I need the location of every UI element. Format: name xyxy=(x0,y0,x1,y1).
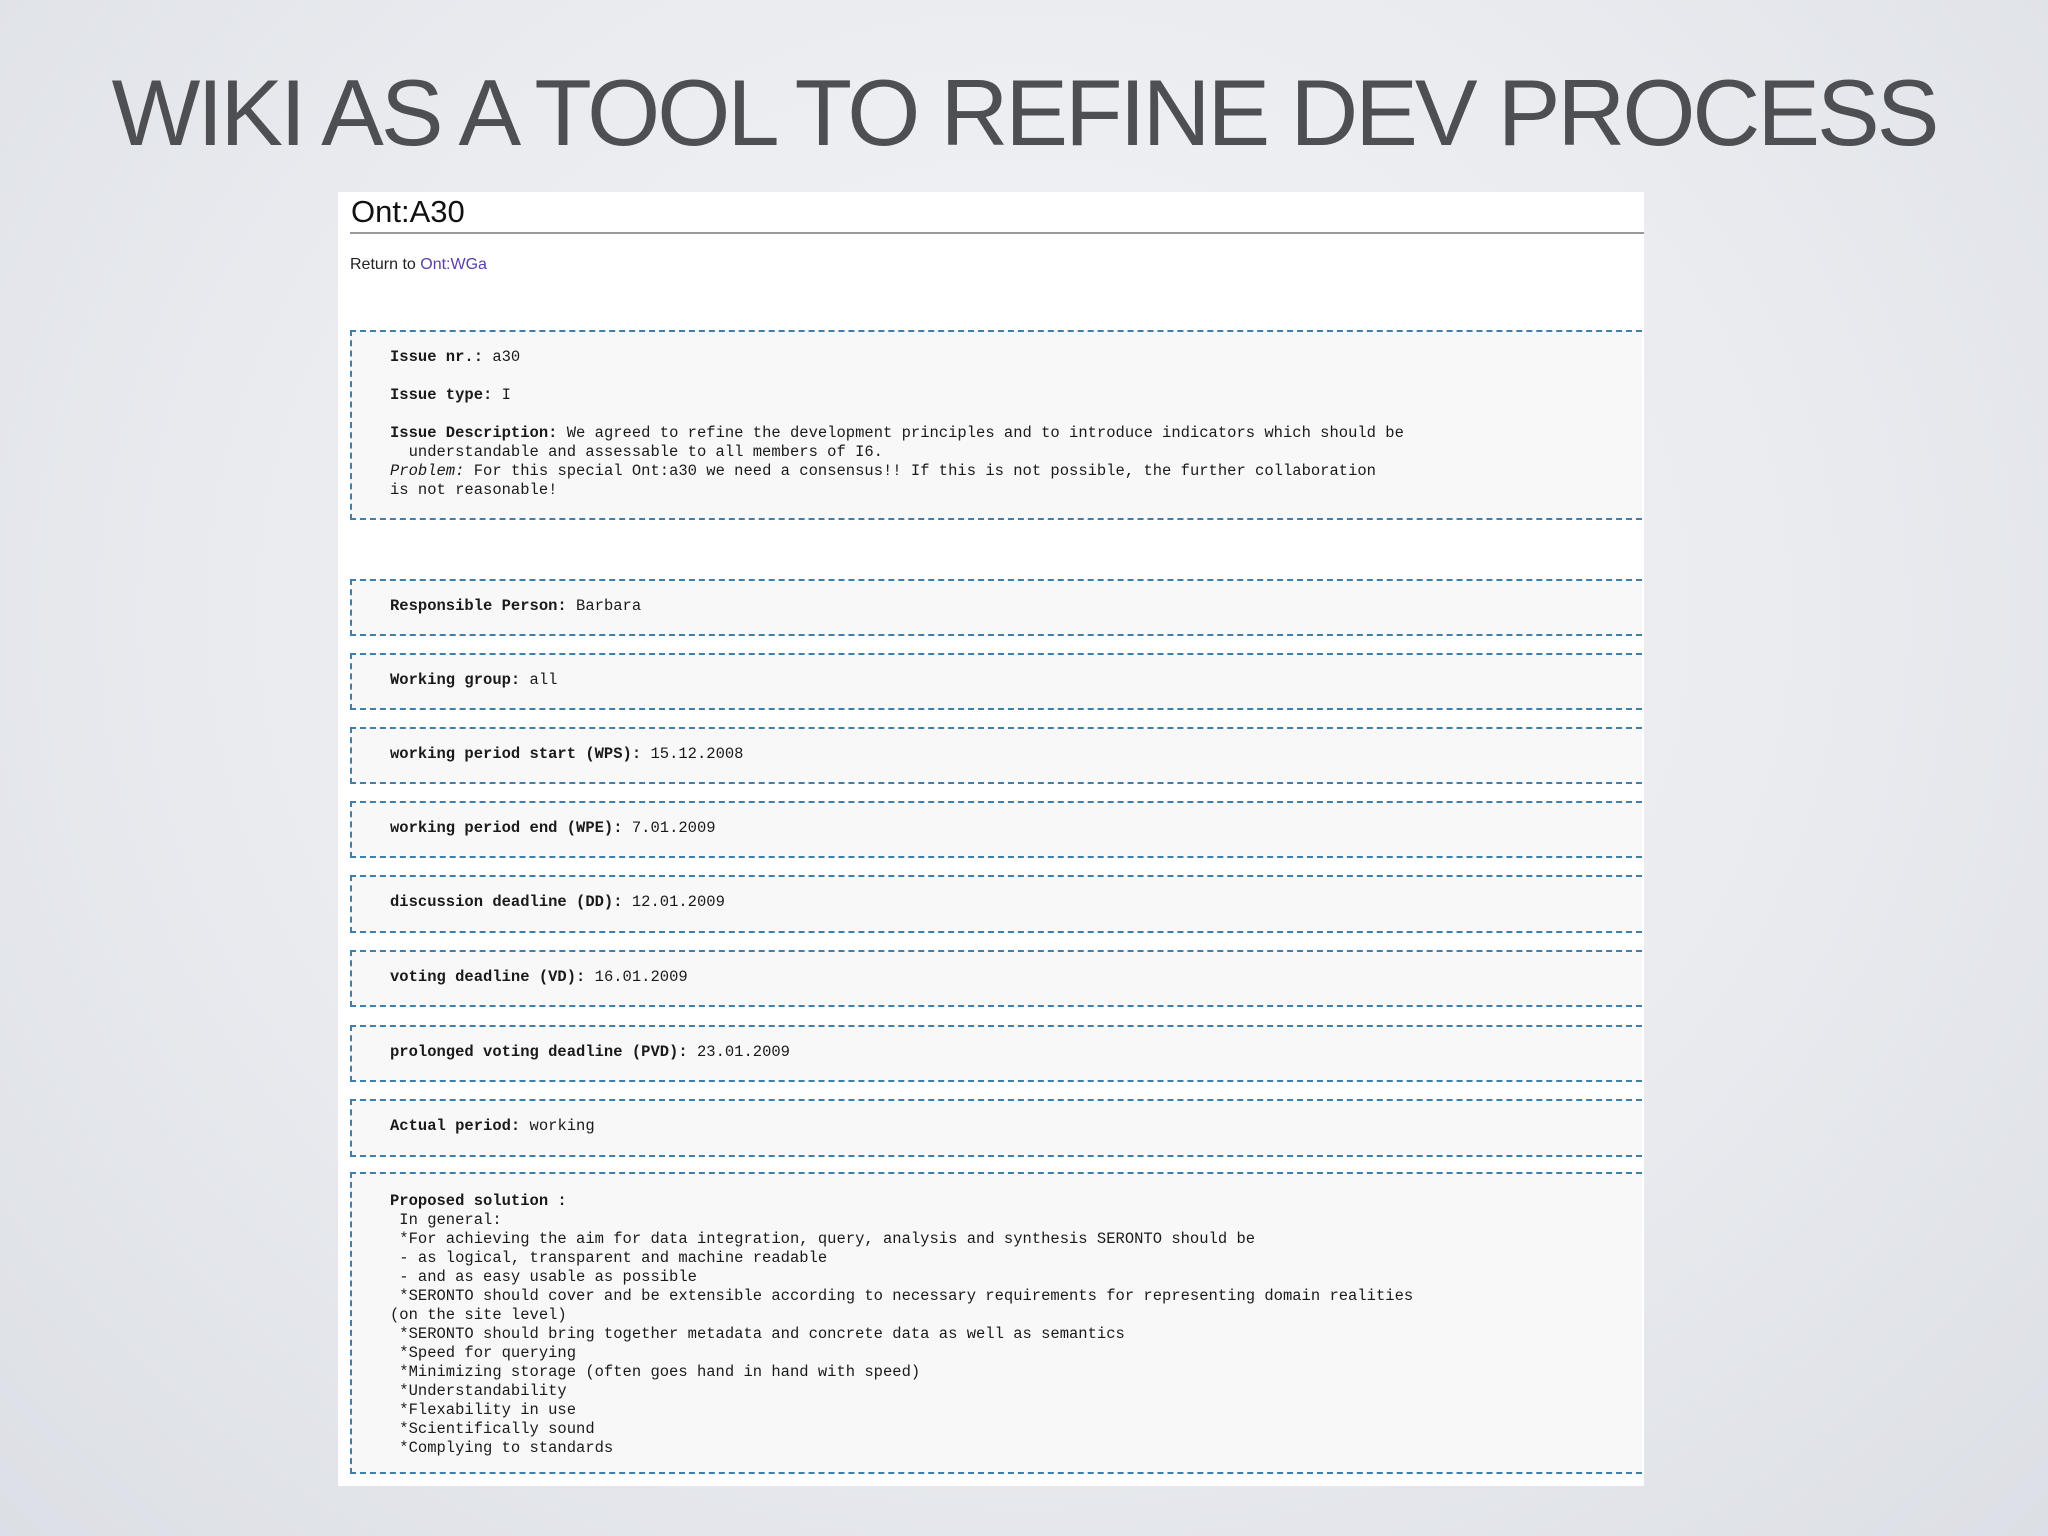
responsible-person-row xyxy=(390,597,641,616)
wiki-page-screenshot xyxy=(338,192,1644,1486)
solution-line: *SERONTO should cover and be extensible according to necessary requirements for representing domain realities xyxy=(390,1287,1414,1305)
pvd-label: prolonged voting deadline (PVD): xyxy=(390,1043,688,1061)
vd-row xyxy=(390,968,688,987)
pvd-box xyxy=(350,1025,1642,1082)
wpe-row xyxy=(390,819,716,838)
actual-period-row xyxy=(390,1117,595,1136)
issue-nr-value: a30 xyxy=(492,348,521,366)
issue-type-value: I xyxy=(501,386,511,404)
proposed-solution-box xyxy=(350,1172,1642,1474)
responsible-person-label: Responsible Person: xyxy=(390,597,567,615)
vd-box xyxy=(350,950,1642,1007)
actual-period-label: Actual period: xyxy=(390,1117,521,1135)
dd-box xyxy=(350,875,1642,933)
wps-row xyxy=(390,745,743,764)
issue-problem-line1: For this special Ont:a30 we need a consensus!! If this is not possible, the further collaboration xyxy=(473,462,1376,480)
solution-line: *Understandability xyxy=(390,1382,567,1400)
solution-line: *Minimizing storage (often goes hand in hand with speed) xyxy=(390,1363,921,1381)
issue-description-label: Issue Description: xyxy=(390,424,558,442)
wiki-header xyxy=(350,192,1644,234)
wps-value: 15.12.2008 xyxy=(650,745,744,763)
issue-nr-label: Issue nr.: xyxy=(390,348,484,366)
solution-line: *SERONTO should bring together metadata and concrete data as well as semantics xyxy=(390,1325,1125,1343)
issue-problem-label: Problem: xyxy=(390,462,465,480)
responsible-person-box xyxy=(350,579,1642,636)
issue-description-line1: We agreed to refine the development principles and to introduce indicators which should be xyxy=(566,424,1404,442)
solution-line: *Scientifically sound xyxy=(390,1420,595,1438)
issue-problem-row xyxy=(390,462,1376,481)
issue-type-row xyxy=(390,386,511,405)
dd-value: 12.01.2009 xyxy=(631,893,725,911)
slide-title: WIKI AS A TOOL TO REFINE DEV PROCESS xyxy=(111,60,1937,165)
return-line xyxy=(350,256,487,274)
issue-problem-line2: is not reasonable! xyxy=(390,481,558,499)
pvd-value: 23.01.2009 xyxy=(696,1043,790,1061)
issue-description-row xyxy=(390,424,1404,443)
dd-row xyxy=(390,893,725,912)
dd-label: discussion deadline (DD): xyxy=(390,893,623,911)
wpe-label: working period end (WPE): xyxy=(390,819,623,837)
proposed-solution-label-text: Proposed solution : xyxy=(390,1192,567,1210)
pvd-row xyxy=(390,1043,790,1062)
actual-period-box xyxy=(350,1099,1642,1157)
solution-line: (on the site level) xyxy=(390,1306,567,1324)
return-link[interactable]: Ont:WGa xyxy=(420,256,487,273)
solution-line: - and as easy usable as possible xyxy=(390,1268,697,1286)
working-group-label: Working group: xyxy=(390,671,521,689)
wps-box xyxy=(350,727,1642,784)
responsible-person-value: Barbara xyxy=(576,597,642,615)
working-group-value: all xyxy=(529,671,558,689)
wpe-value: 7.01.2009 xyxy=(631,819,716,837)
issue-nr-row xyxy=(390,348,520,367)
issue-description-line2: understandable and assessable to all members of I6. xyxy=(390,443,883,461)
solution-line: In general: xyxy=(390,1211,502,1229)
solution-line: *Speed for querying xyxy=(390,1344,577,1362)
vd-label: voting deadline (VD): xyxy=(390,968,586,986)
issue-box xyxy=(350,330,1642,520)
proposed-solution-label xyxy=(390,1192,567,1211)
vd-value: 16.01.2009 xyxy=(594,968,688,986)
solution-line: *Complying to standards xyxy=(390,1439,614,1457)
working-group-box xyxy=(350,653,1642,710)
wps-label: working period start (WPS): xyxy=(390,745,642,763)
solution-line: *For achieving the aim for data integration, query, analysis and synthesis SERONTO should be xyxy=(390,1230,1256,1248)
return-prefix: Return to xyxy=(350,256,416,273)
wiki-page-title: Ont:A30 xyxy=(351,194,465,229)
actual-period-value: working xyxy=(529,1117,595,1135)
solution-line: - as logical, transparent and machine readable xyxy=(390,1249,828,1267)
solution-line: *Flexability in use xyxy=(390,1401,577,1419)
issue-type-label: Issue type: xyxy=(390,386,493,404)
wpe-box xyxy=(350,801,1642,858)
working-group-row xyxy=(390,671,557,690)
